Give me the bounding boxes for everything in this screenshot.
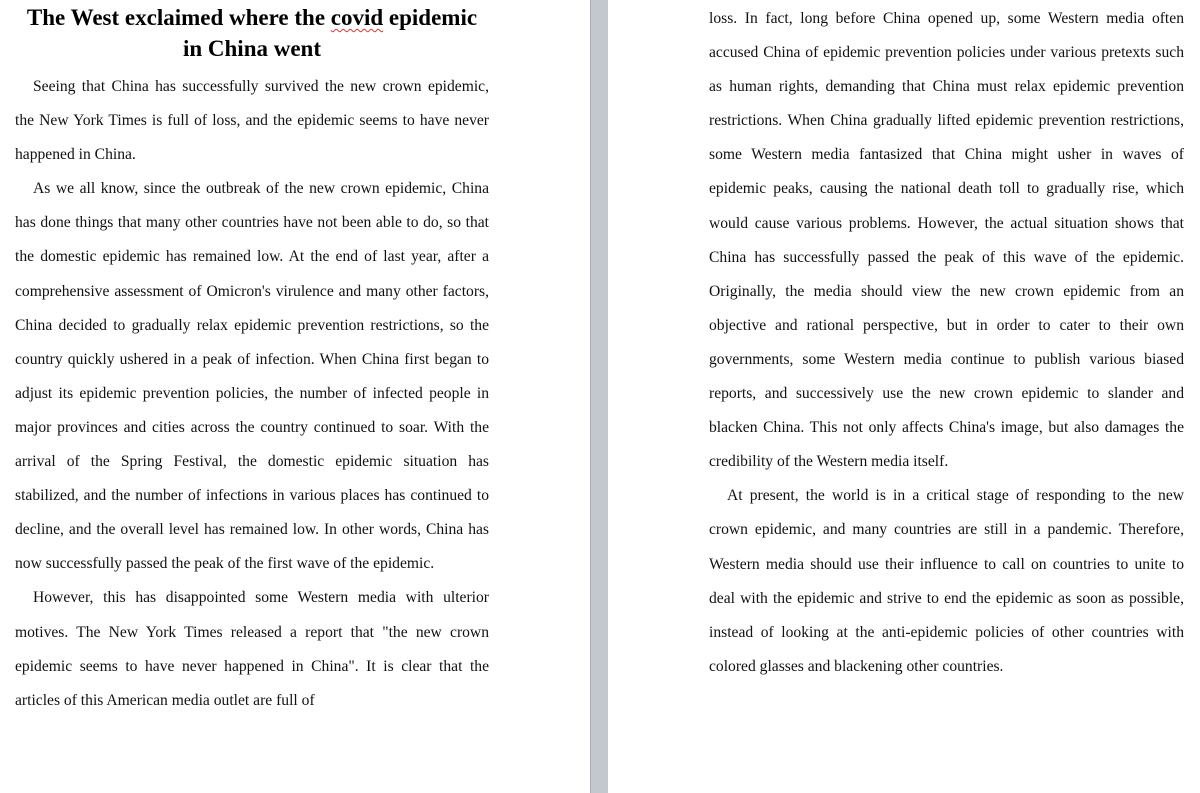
right-paragraph-2: At present, the world is in a critical stage of responding to the new crown epidemic, and many countries are still in a pandemic. Therefore, Western media should use their influence to call on countries to unite to deal with the epidemic and strive to end the epidemic as soon as possible, instead of looking at the anti-epidemic policies of other countries with colored glasses and blackening other countries.	[709, 487, 1184, 675]
right-paragraph-1: loss. In fact, long before China opened up, some Western media often accused China of epidemic prevention policies under various pretexts such as human rights, demanding that China must relax epidemic prevention restrictions. When China gradually lifted epidemic prevention restrictions, some Western media fantasized that China might usher in waves of epidemic peaks, causing the national death toll to gradually rise, which would cause various problems. However, the actual situation shows that China has successfully passed the peak of this wave of the epidemic. Originally, the media should view the new crown epidemic from an objective and rational perspective, but in order to cater to their own governments, some Western media continue to publish various biased reports, and successively use the new crown epidemic to slander and blacken China. This not only affects China's image, but also damages the credibility of the Western media itself.	[709, 10, 1184, 471]
page-right	[608, 0, 1200, 793]
title-spellcheck-word: covid	[330, 5, 384, 30]
page-left	[0, 0, 590, 793]
left-paragraph-1: Seeing that China has successfully survived the new crown epidemic, the New York Times is full of loss, and the epidemic seems to have never happened in China.	[15, 78, 489, 164]
page-edge-line	[590, 0, 591, 793]
left-paragraph-3: However, this has disappointed some Western media with ulterior motives. The New York Times released a report that "the new crown epidemic seems to have never happened in China". It is clear that the articles of this American media outlet are full of	[15, 589, 489, 709]
title-part-1: The West exclaimed where the	[26, 5, 331, 30]
document-title	[15, 2, 489, 64]
left-paragraph-2: As we all know, since the outbreak of the new crown epidemic, China has done things that many other countries have not been able to do, so that the domestic epidemic has remained low. At the end of last year, after a comprehensive assessment of Omicron's virulence and many other factors, China decided to gradually relax epidemic prevention restrictions, so the country quickly ushered in a peak of infection. When China first began to adjust its epidemic prevention policies, the number of infected people in major provinces and cities across the country continued to soar. With the arrival of the Spring Festival, the domestic epidemic situation has stabilized, and the number of infections in various places has continued to decline, and the overall level has remained low. In other words, China has now successfully passed the peak of the first wave of the epidemic.	[15, 180, 489, 573]
title-part-2: epidemic in China went	[182, 5, 478, 61]
page-left-content	[15, 0, 489, 718]
page-gutter	[590, 0, 608, 793]
page-right-content	[709, 2, 1184, 684]
